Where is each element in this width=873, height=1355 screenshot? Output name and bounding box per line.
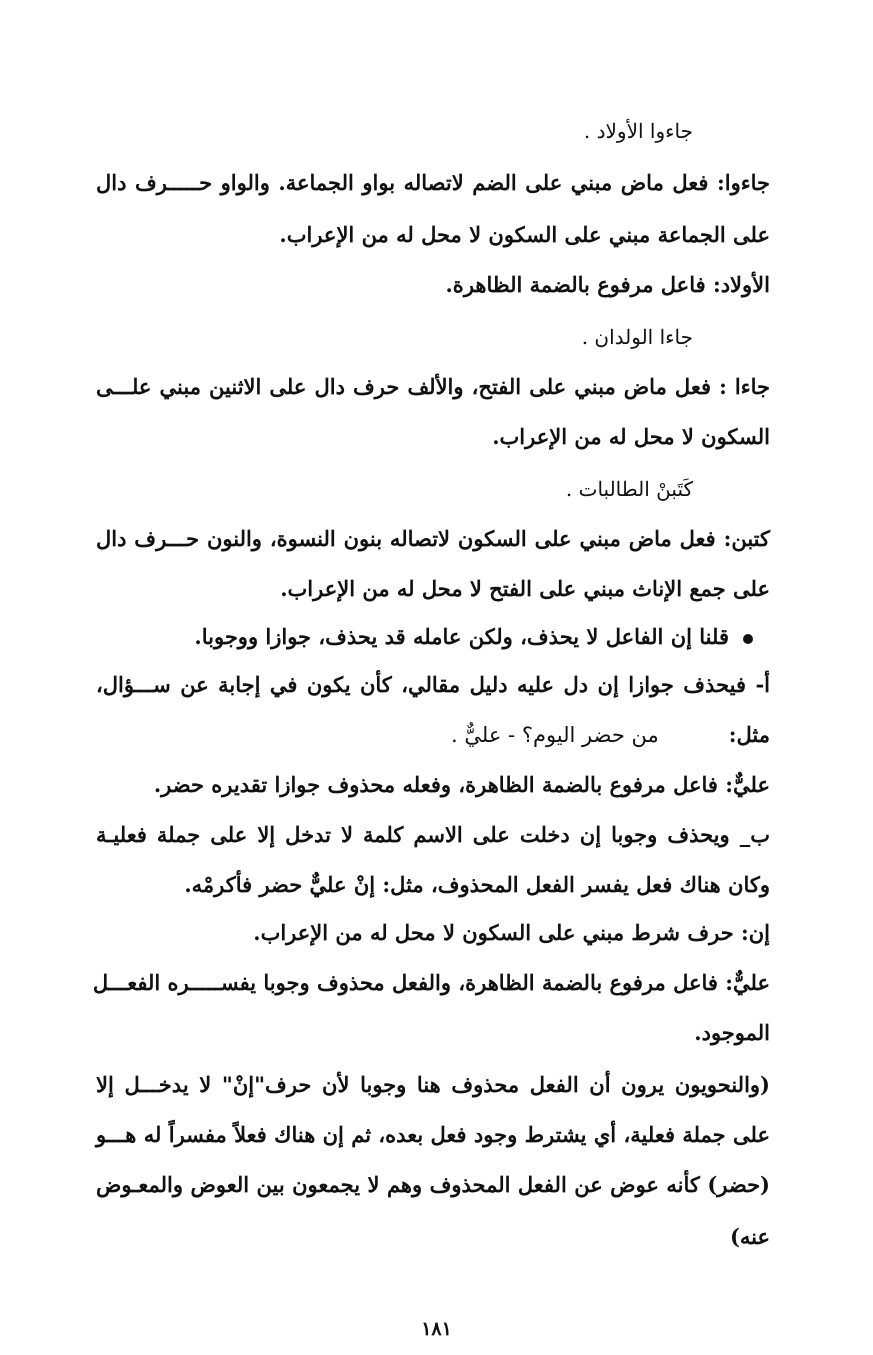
example-sentence-3: كَتَبنْ الطالبات .: [565, 477, 693, 501]
bullet-item: [194, 622, 753, 652]
bullet-icon: [743, 634, 753, 644]
example-sentence-1: جاءوا الأولاد .: [583, 119, 693, 143]
paragraph-line: على جمع الإناث مبني على الفتح لا محل له من الإعراب.: [280, 576, 770, 601]
example-label: مثل:: [728, 722, 770, 747]
paragraph-line: أ- فيحذف جوازا إن دل عليه دليل مقالي، كأن يكون في إجابة عن ســـؤال،: [96, 672, 770, 697]
paragraph-line: ب_ ويحذف وجوبا إن دخلت على الاسم كلمة لا تدخل إلا على جملة فعليـة: [96, 822, 770, 847]
paragraph-line: إن: حرف شرط مبني على السكون لا محل له من الإعراب.: [253, 920, 770, 945]
paragraph-line: عليٌّ: فاعل مرفوع بالضمة الظاهرة، وفعله محذوف جوازا تقديره حضر.: [153, 772, 770, 797]
paragraph-line: (حضر) كأنه عوض عن الفعل المحذوف وهم لا يجمعون بين العوض والمعـوض: [96, 1172, 770, 1197]
paragraph-line: الأولاد: فاعل مرفوع بالضمة الظاهرة.: [445, 272, 770, 297]
paragraph-line: كتبن: فعل ماض مبني على السكون لاتصاله بنون النسوة، والنون حـــرف دال: [96, 526, 770, 551]
bullet-text: قلنا إن الفاعل لا يحذف، ولكن عامله قد يحذف، جوازا ووجوبا.: [194, 624, 729, 649]
example-sentence-2: جاءا الولدان .: [581, 325, 693, 349]
page-number: ١٨١: [421, 1318, 452, 1340]
paragraph-line: جاءا : فعل ماض مبني على الفتح، والألف حرف دال على الاثنين مبني علـــى: [96, 374, 770, 399]
example-row: [380, 720, 770, 750]
paragraph-line: عليٌّ: فاعل مرفوع بالضمة الظاهرة، والفعل محذوف وجوبا يفســـــره الفعـــل: [92, 970, 770, 995]
paragraph-line: على جملة فعلية، أي يشترط وجود فعل بعده، ثم إن هناك فعلاً مفسراً له هـــو: [96, 1122, 770, 1147]
paragraph-line: السكون لا محل له من الإعراب.: [492, 424, 770, 449]
paragraph-line: عنه): [729, 1224, 770, 1249]
paragraph-line: على الجماعة مبني على السكون لا محل له من الإعراب.: [279, 222, 770, 247]
paragraph-line: جاءوا: فعل ماض مبني على الضم لاتصاله بواو الجماعة. والواو حـــــرف دال: [96, 170, 770, 195]
paragraph-line: (والنحويون يرون أن الفعل محذوف هنا وجوبا لأن حرف"إنْ" لا يدخـــل إلا: [96, 1072, 770, 1097]
paragraph-line: الموجود.: [694, 1020, 770, 1045]
example-text: من حضر اليوم؟ - عليٌّ .: [451, 723, 659, 747]
paragraph-line: وكان هناك فعل يفسر الفعل المحذوف، مثل: إنْ عليٌّ حضر فأكرمْه.: [184, 872, 770, 897]
